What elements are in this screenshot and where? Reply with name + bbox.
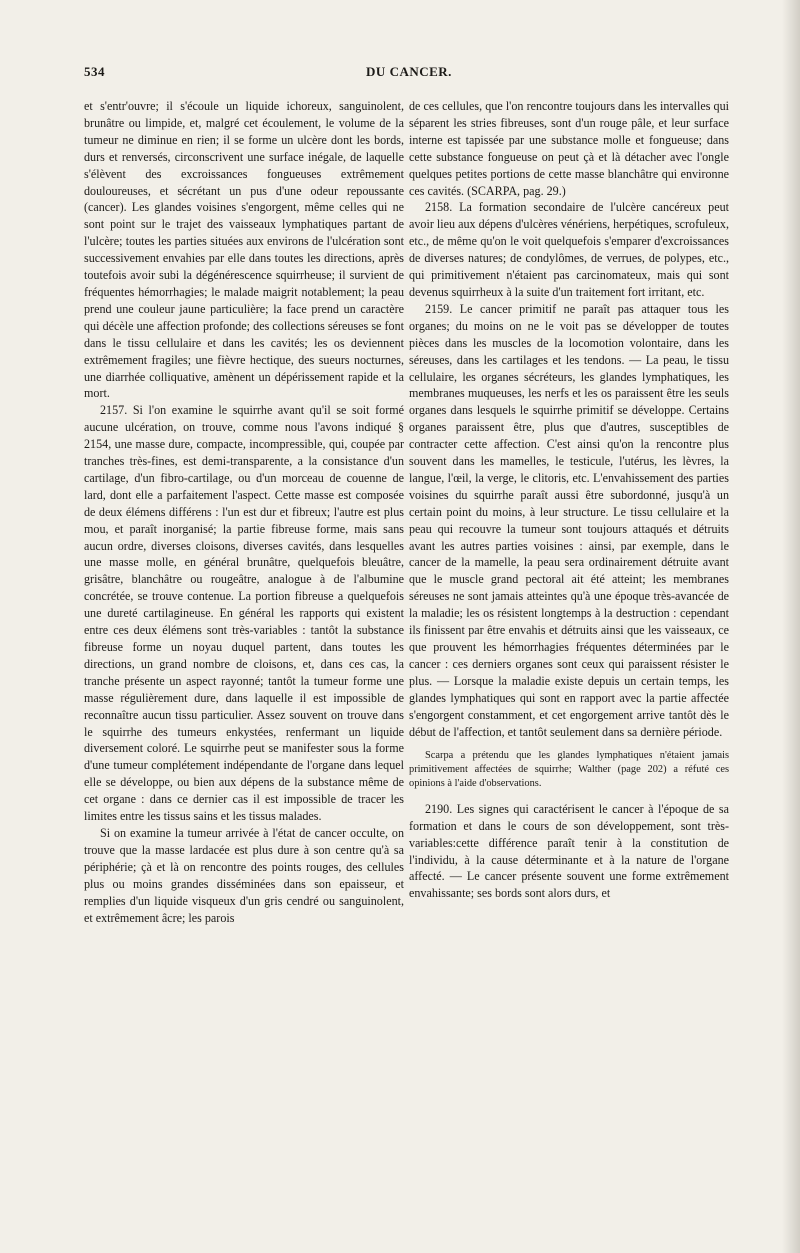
paragraph: et s'entr'ouvre; il s'écoule un liquide ichoreux, sanguinolent, brunâtre ou limpide, et, malgré cet écoulement, le volume de la tumeur ne diminue en rien; il se forme un ulcère dont les bords, durs et renversés, circonscrivent une surface inégale, de laquelle s'élèvent des excroissances fongueuses extrêmement douloureuses, et sécrétant un pus d'une odeur repoussante (cancer). Les glandes voisines s'engorgent, même celles qui ne sont point sur le trajet des vaisseaux lymphatiques partant de l'ulcère; toutes les parties situées aux environs de l'ulcération sont successivement envahies par elle dans toutes les directions, après toutefois avoir subi la dégénérescence squirrheuse; il survient de fréquentes hémorrhagies; le malade maigrit notablement; la peau prend une couleur jaune particulière; la face prend un caractère qui décèle une affection profonde; des collections séreuses se font dans le tissu cellulaire et dans les cavités; les os deviennent extrêmement fragiles; une fièvre hectique, des sueurs nocturnes, une diarrhée colliquative, amènent un dépérissement rapide et la mort. [84, 99, 404, 401]
right-column [409, 98, 729, 902]
footnote: Scarpa a prétendu que les glandes lymphatiques n'étaient jamais primitivement affectées de squirrhe; Walther (page 202) a réfuté ces opinions à l'aide d'observations. [409, 750, 729, 790]
paragraph: 2158. La formation secondaire de l'ulcère cancéreux peut avoir lieu aux dépens d'ulcères vénériens, herpétiques, scrofuleux, etc., de même qu'on le voit quelquefois s'emparer d'excroissances de diverses natures; de condylômes, de verrues, de polypes, etc., qui primitivement n'étaient pas carcinomateux, mais qui sont devenus squirrheux à la suite d'un traitement fort irritant, etc. [409, 200, 729, 299]
page-edge-shadow [782, 0, 800, 1253]
paragraph: Si on examine la tumeur arrivée à l'état de cancer occulte, on trouve que la masse lardacée est plus dure à son centre qu'à sa périphérie; çà et là on rencontre des points rouges, des cellules plus ou moins grandes disséminées dans son epaisseur, et remplies d'un liquide visqueux d'un gris cendré ou sanguinolent, et extrêmement âcre; les parois [84, 825, 404, 925]
page-number: 534 [84, 64, 105, 79]
paragraph: de ces cellules, que l'on rencontre toujours dans les intervalles qui séparent les stries fibreuses, sont d'un rouge pâle, et leur surface interne est tapissée par une substance molle et fongueuse; dans cette substance fongueuse on peut çà et là détacher avec l'ongle quelques petites portions de cette masse blanchâtre qui environne ces cavités. (SCARPA, pag. 29.) [409, 99, 729, 198]
paragraph: 2190. Les signes qui caractérisent le cancer à l'époque de sa formation et dans le cours de son développement, sont très-variables:cette différence paraît tenir à la constitution de l'individu, à la cause déterminante et à la nature de l'organe affecté. — Le cancer présente souvent une forme extrêmement envahissante; ses bords sont alors durs, et [409, 801, 729, 901]
paragraph: 2159. Le cancer primitif ne paraît pas attaquer tous les organes; du moins on ne le voit pas se développer de toutes pièces dans les muscles de la locomotion volontaire, dans les séreuses, dans les cartilages et les tendons. — La peau, le tissu cellulaire, les organes sécréteurs, les glandes lymphatiques, les membranes muqueuses, les nerfs et les os paraissent être les seuls organes dans lesquels le squirrhe primitif se développe. Certains organes paraissent être, plus que d'autres, susceptibles de contracter cette affection. C'est ainsi qu'on la rencontre plus souvent dans les mamelles, le testicule, l'utérus, les lèvres, la langue, l'œil, la verge, le clitoris, etc. L'envahissement des parties voisines du squirrhe paraît aussi être subordonné, jusqu'à un certain point du moins, à leur structure. Le tissu cellulaire et la peau qui recouvre la tumeur sont toujours attaqués et détruits avant les autres parties voisines : ainsi, par exemple, dans le cancer de la mamelle, la peau sera ordinairement détruite avant que le muscle grand pectoral ait été atteint; les membranes séreuses ne sont jamais atteintes qu'à une époque très-avancée de la maladie; les os résistent longtemps à la destruction : cependant ils finissent par être envahis et détruits ainsi que les vaisseaux, ce que prouvent les hémorrhagies fréquentes déterminées par le cancer : ces derniers organes sont ceux qui paraissent résister le plus. — Lorsque la maladie existe depuis un certain temps, les glandes lymphatiques qui sont en rapport avec la partie affectée s'engorgent constamment, et cet engorgement arrive tantôt dès le début de l'affection, et tantôt seulement dans sa dernière période. [409, 301, 729, 739]
page-header [84, 64, 734, 84]
paragraph: 2157. Si l'on examine le squirrhe avant qu'il se soit formé aucune ulcération, on trouve, comme nous l'avons indiqué § 2154, une masse dure, compacte, incompressible, qui, coupée par tranches très-fines, est demi-transparente, a la consistance d'un cartilage, d'un fibro-cartilage, ou d'un morceau de couenne de lard, dont elle a parfaitement l'aspect. Cette masse est composée de deux élémens différens : l'un est dur et fibreux; l'autre est plus mou, et paraît inorganisé; la partie fibreuse forme, mais sans aucun ordre, diverses cloisons, diverses cavités, dans lesquelles une masse molle, en général brunâtre, quelquefois bleuâtre, grisâtre, blanchâtre ou rougeâtre, analogue à de l'albumine concrétée, se trouve contenue. La portion fibreuse a quelquefois une dureté cartilagineuse. En général les rapports qui existent entre ces deux élémens sont très-variables : tantôt la substance fibreuse forme un noyau duquel partent, dans toutes les directions, un grand nombre de cloisons, et, dans ces cas, la tranche présente un aspect rayonné; tantôt la tumeur forme une masse régulièrement dure, dans laquelle il est impossible de reconnaître aucun tissu particulier. Assez souvent on trouve dans le squirrhe des tumeurs enkystées, renfermant un liquide diversement coloré. Le squirrhe peut se manifester sous la forme d'une tumeur complétement indépendante de l'organe dans lequel elle se développe, ou bien aux dépens de la substance même de cet organe : dans ce dernier cas il est impossible de tracer les limites entre les tissus sains et les tissus malades. [84, 403, 404, 824]
left-column [84, 98, 404, 926]
running-title: DU CANCER. [366, 64, 452, 79]
